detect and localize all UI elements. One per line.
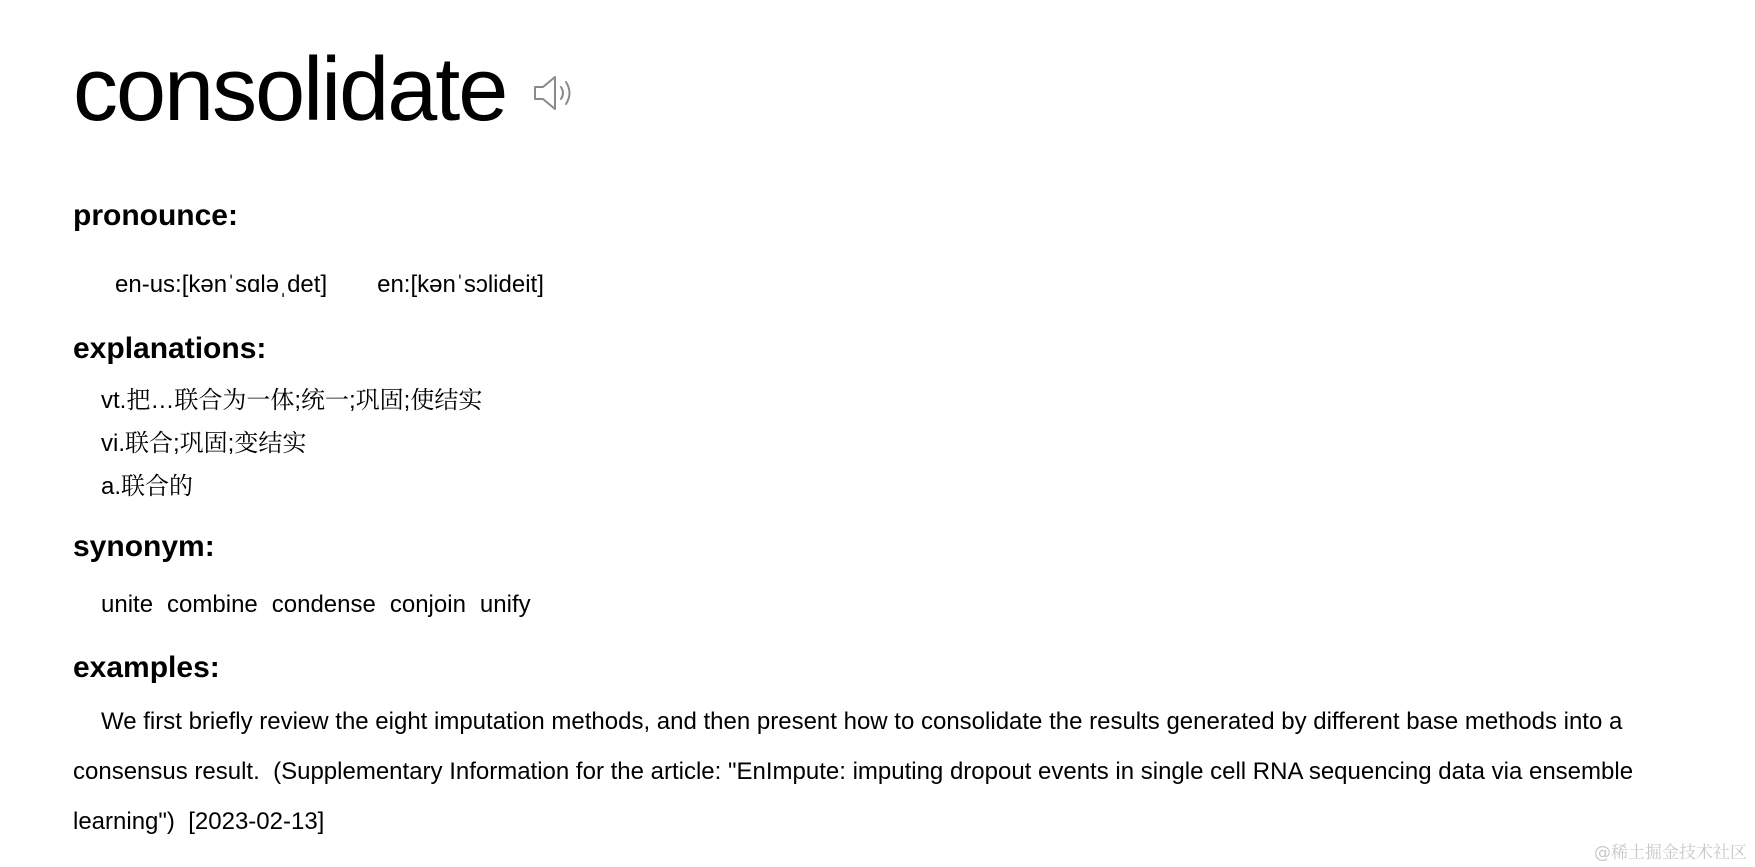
explanation-item: vi.联合;巩固;变结实 — [101, 430, 307, 457]
examples-heading: examples: — [73, 651, 220, 684]
speaker-icon[interactable] — [532, 73, 578, 113]
explanations-list — [101, 383, 482, 512]
watermark: @稀土掘金技术社区 — [1594, 843, 1747, 863]
example-date: [2023-02-13] — [188, 808, 325, 835]
synonym-heading: synonym: — [73, 530, 215, 563]
explanation-item: a.联合的 — [101, 473, 194, 500]
pronounce-heading: pronounce: — [73, 199, 238, 232]
explanations-heading: explanations: — [73, 332, 267, 365]
synonym-item: combine — [167, 591, 258, 618]
synonym-item: unite — [101, 591, 154, 618]
synonym-item: conjoin — [389, 591, 466, 618]
example-source: (Supplementary Information for the article: "EnImpute: imputing dropout events in single cell RNA sequencing data via ensemble learning") — [73, 758, 1634, 835]
pronunciation-row — [115, 267, 544, 303]
pronunciation-us: en-us:[kənˈsɑləˌdet] — [115, 271, 328, 298]
synonym-item: condense — [271, 591, 376, 618]
headword-row — [73, 40, 578, 140]
example-sentence-block — [73, 697, 1728, 847]
explanation-item: vt.把…联合为一体;统一;巩固;使结实 — [101, 387, 483, 414]
synonym-list — [101, 587, 545, 623]
synonym-item: unify — [479, 591, 531, 618]
pronunciation-en: en:[kənˈsɔlideit] — [377, 271, 544, 298]
headword: consolidate — [73, 40, 507, 140]
example-sentence: We first briefly review the eight imputation methods, and then present how to consolidate the results generated by different base methods into a consensus result. — [73, 708, 1623, 785]
